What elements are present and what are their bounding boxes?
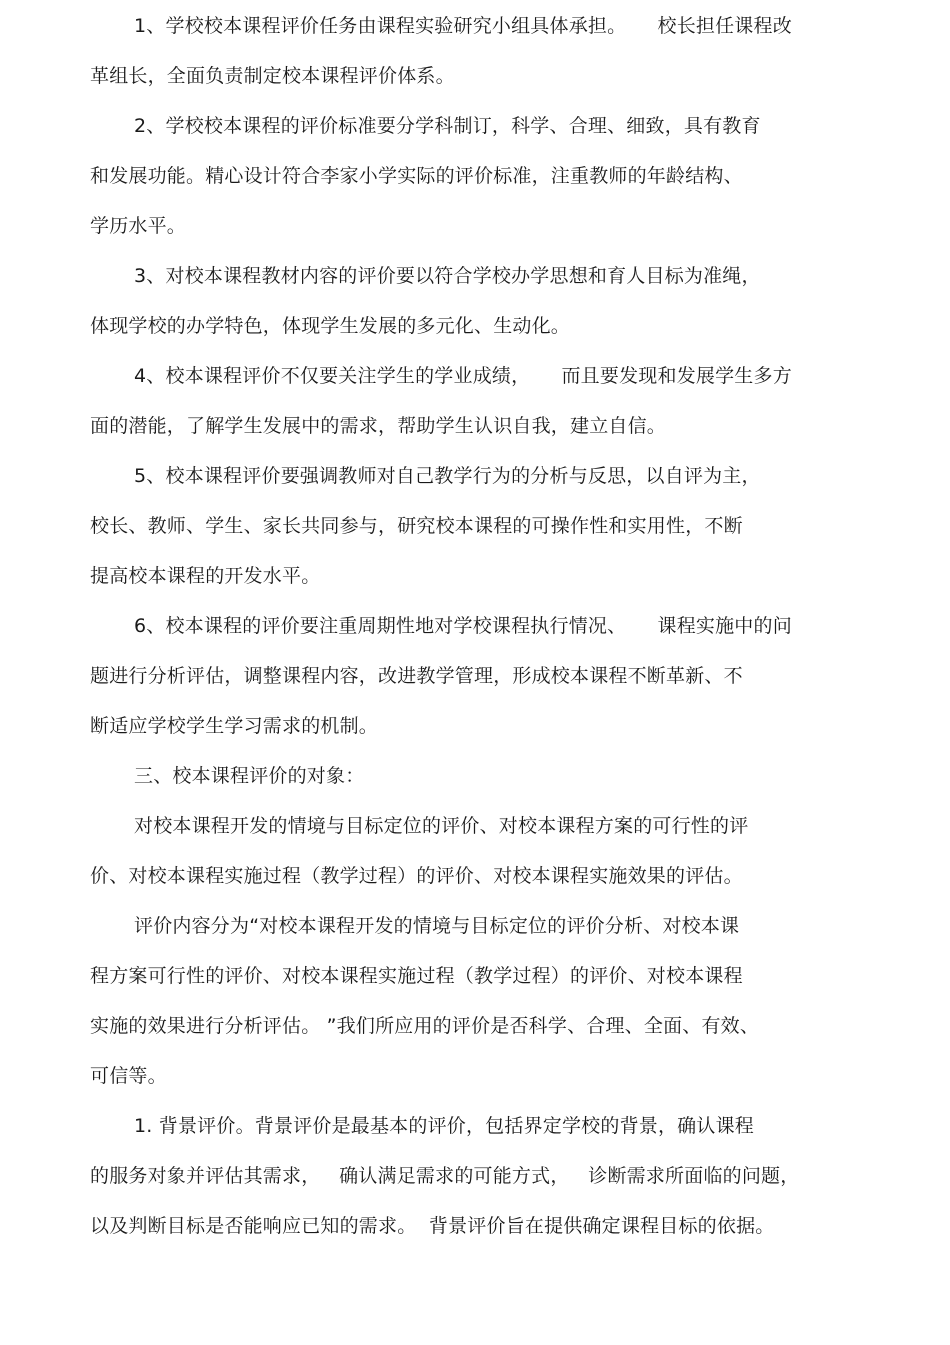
text-line: 1. 背景评价。背景评价是最基本的评价，包括界定学校的背景，确认课程 bbox=[134, 1115, 754, 1137]
text-line: 3、对校本课程教材内容的评价要以符合学校办学思想和育人目标为准绳， bbox=[134, 265, 761, 287]
text-line: 可信等。 bbox=[90, 1065, 167, 1087]
text-line: 校长、教师、学生、家长共同参与，研究校本课程的可操作性和实用性，不断 bbox=[90, 515, 743, 537]
text-line: 以及判断目标是否能响应已知的需求。 背景评价旨在提供确定课程目标的依据。 bbox=[90, 1215, 775, 1237]
text-line: 程方案可行性的评价、对校本课程实施过程（教学过程）的评价、对校本课程 bbox=[90, 965, 743, 987]
text-line: 1、学校校本课程评价任务由课程实验研究小组具体承担。 校长担任课程改 bbox=[134, 15, 792, 37]
text-line: 4、校本课程评价不仅要关注学生的学业成绩， 而且要发现和发展学生多方 bbox=[134, 365, 792, 387]
text-line: 断适应学校学生学习需求的机制。 bbox=[90, 715, 379, 737]
text-line: 实施的效果进行分析评估。 ”我们所应用的评价是否科学、合理、全面、有效、 bbox=[90, 1015, 760, 1037]
text-line: 体现学校的办学特色，体现学生发展的多元化、生动化。 bbox=[90, 315, 571, 337]
section-heading: 三、校本课程评价的对象： bbox=[134, 765, 365, 787]
text-line: 评价内容分为“对校本课程开发的情境与目标定位的评价分析、对校本课 bbox=[134, 915, 740, 937]
text-line: 题进行分析评估，调整课程内容，改进教学管理，形成校本课程不断革新、不 bbox=[90, 665, 743, 687]
text-line: 和发展功能。精心设计符合李家小学实际的评价标准，注重教师的年龄结构、 bbox=[90, 165, 743, 187]
text-line: 对校本课程开发的情境与目标定位的评价、对校本课程方案的可行性的评 bbox=[134, 815, 749, 837]
text-line: 革组长，全面负责制定校本课程评价体系。 bbox=[90, 65, 455, 87]
text-line: 提高校本课程的开发水平。 bbox=[90, 565, 321, 587]
text-line: 5、校本课程评价要强调教师对自己教学行为的分析与反思，以自评为主， bbox=[134, 465, 761, 487]
text-line: 学历水平。 bbox=[90, 215, 187, 237]
text-line: 的服务对象并评估其需求， 确认满足需求的可能方式， 诊断需求所面临的问题， bbox=[90, 1165, 800, 1187]
text-line: 2、学校校本课程的评价标准要分学科制订，科学、合理、细致，具有教育 bbox=[134, 115, 761, 137]
text-line: 面的潜能，了解学生发展中的需求，帮助学生认识自我，建立自信。 bbox=[90, 415, 667, 437]
text-line: 6、校本课程的评价要注重周期性地对学校课程执行情况、 课程实施中的问 bbox=[134, 615, 792, 637]
text-line: 价、对校本课程实施过程（教学过程）的评价、对校本课程实施效果的评估。 bbox=[90, 865, 743, 887]
